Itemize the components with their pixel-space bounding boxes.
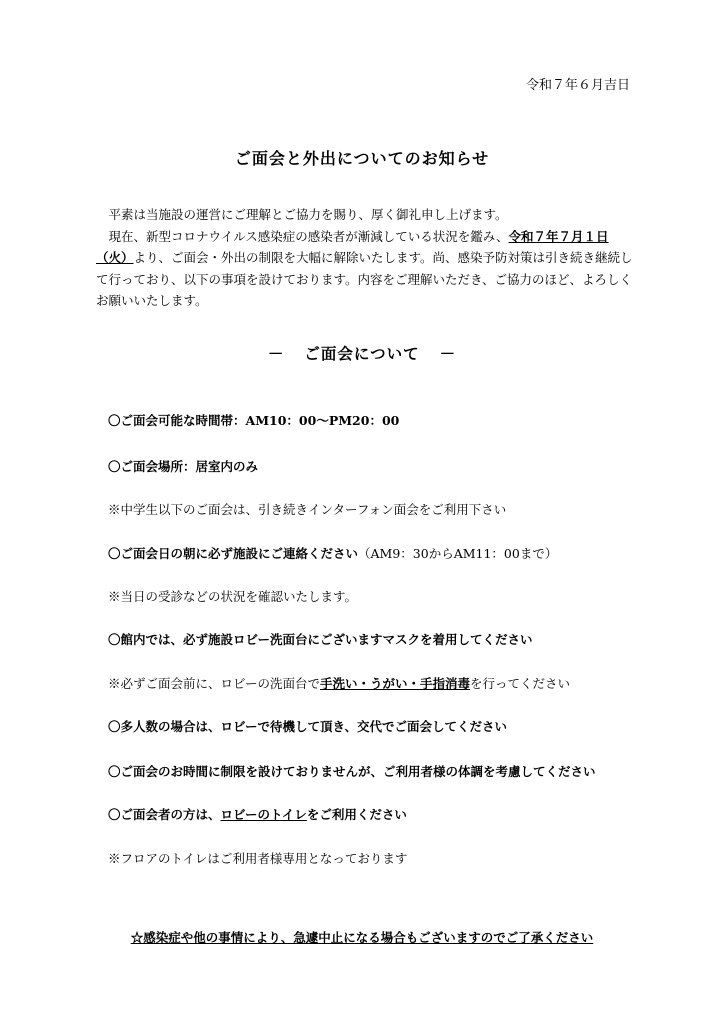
contact-time: （AM9：30からAM11：00まで） [358,546,558,561]
toilet-highlight: ロビーのトイレ [220,807,307,822]
contact-notice [108,544,557,562]
intro-paragraph-2 [96,226,636,312]
checkup-note: ※当日の受診などの状況を確認いたします。 [108,589,358,604]
junior-visitors-note: ※中学生以下のご面会は、引き続きインターフォン面会をご利用下さい [108,502,507,517]
toilet-notice [108,805,407,823]
wash-after: を行ってください [470,676,571,691]
issue-date: 令和７年６月吉日 [525,78,630,93]
intro-p2-after: より、ご面会・外出の制限を大幅に解除いたします。尚、感染予防対策は引き続き継続して行っており、以下の事項を設けております。内容をご理解いただき、ご協力のほど、よろしくお願いいたします。 [96,250,633,308]
wash-before: ※必ずご面会前に、ロビーの洗面台で [108,676,321,691]
section-title: ご面会について [304,344,420,363]
toilet-after: をご利用ください [306,807,407,822]
section-dash-left: － [267,344,285,363]
contact-text: 〇ご面会日の朝に必ず施設にご連絡ください [108,546,359,561]
time-limit-notice: 〇ご面会のお時間に制限を設けておりませんが、ご利用者様の体調を考慮してください [108,764,596,779]
intro-paragraph-1: 平素は当施設の運営にご理解とご協力を賜り、厚く御礼申し上げます。 [108,207,508,222]
visiting-place: 〇ご面会場所：居室内のみ [108,459,259,474]
footer-notice [0,928,724,946]
group-notice: 〇多人数の場合は、ロビーで待機して頂き、交代でご面会してください [108,719,508,734]
footer-text: ☆感染症や他の事情により、急遽中止になる場合もございますのでご了承ください [130,930,594,945]
intro-date-highlight: 令和７年７月１日（火） [96,228,609,265]
wash-note [108,674,570,692]
page-title: ご面会と外出についてのお知らせ [234,149,490,168]
wash-highlight: 手洗い・うがい・手指消毒 [320,676,471,691]
section-heading [0,342,724,364]
floor-toilet-note: ※フロアのトイレはご利用者様専用となっております [108,851,408,866]
mask-notice: 〇館内では、必ず施設ロビー洗面台にございますマスクを着用してください [108,632,533,647]
intro-text [96,204,636,312]
toilet-before: 〇ご面会者の方は、 [108,807,221,822]
visiting-hours: 〇ご面会可能な時間帯：AM10：00～PM20：00 [108,413,400,428]
intro-p2-before: 現在、新型コロナウイルス感染症の感染者が漸減している状況を鑑み、 [108,228,509,244]
section-dash-right: － [439,344,457,363]
